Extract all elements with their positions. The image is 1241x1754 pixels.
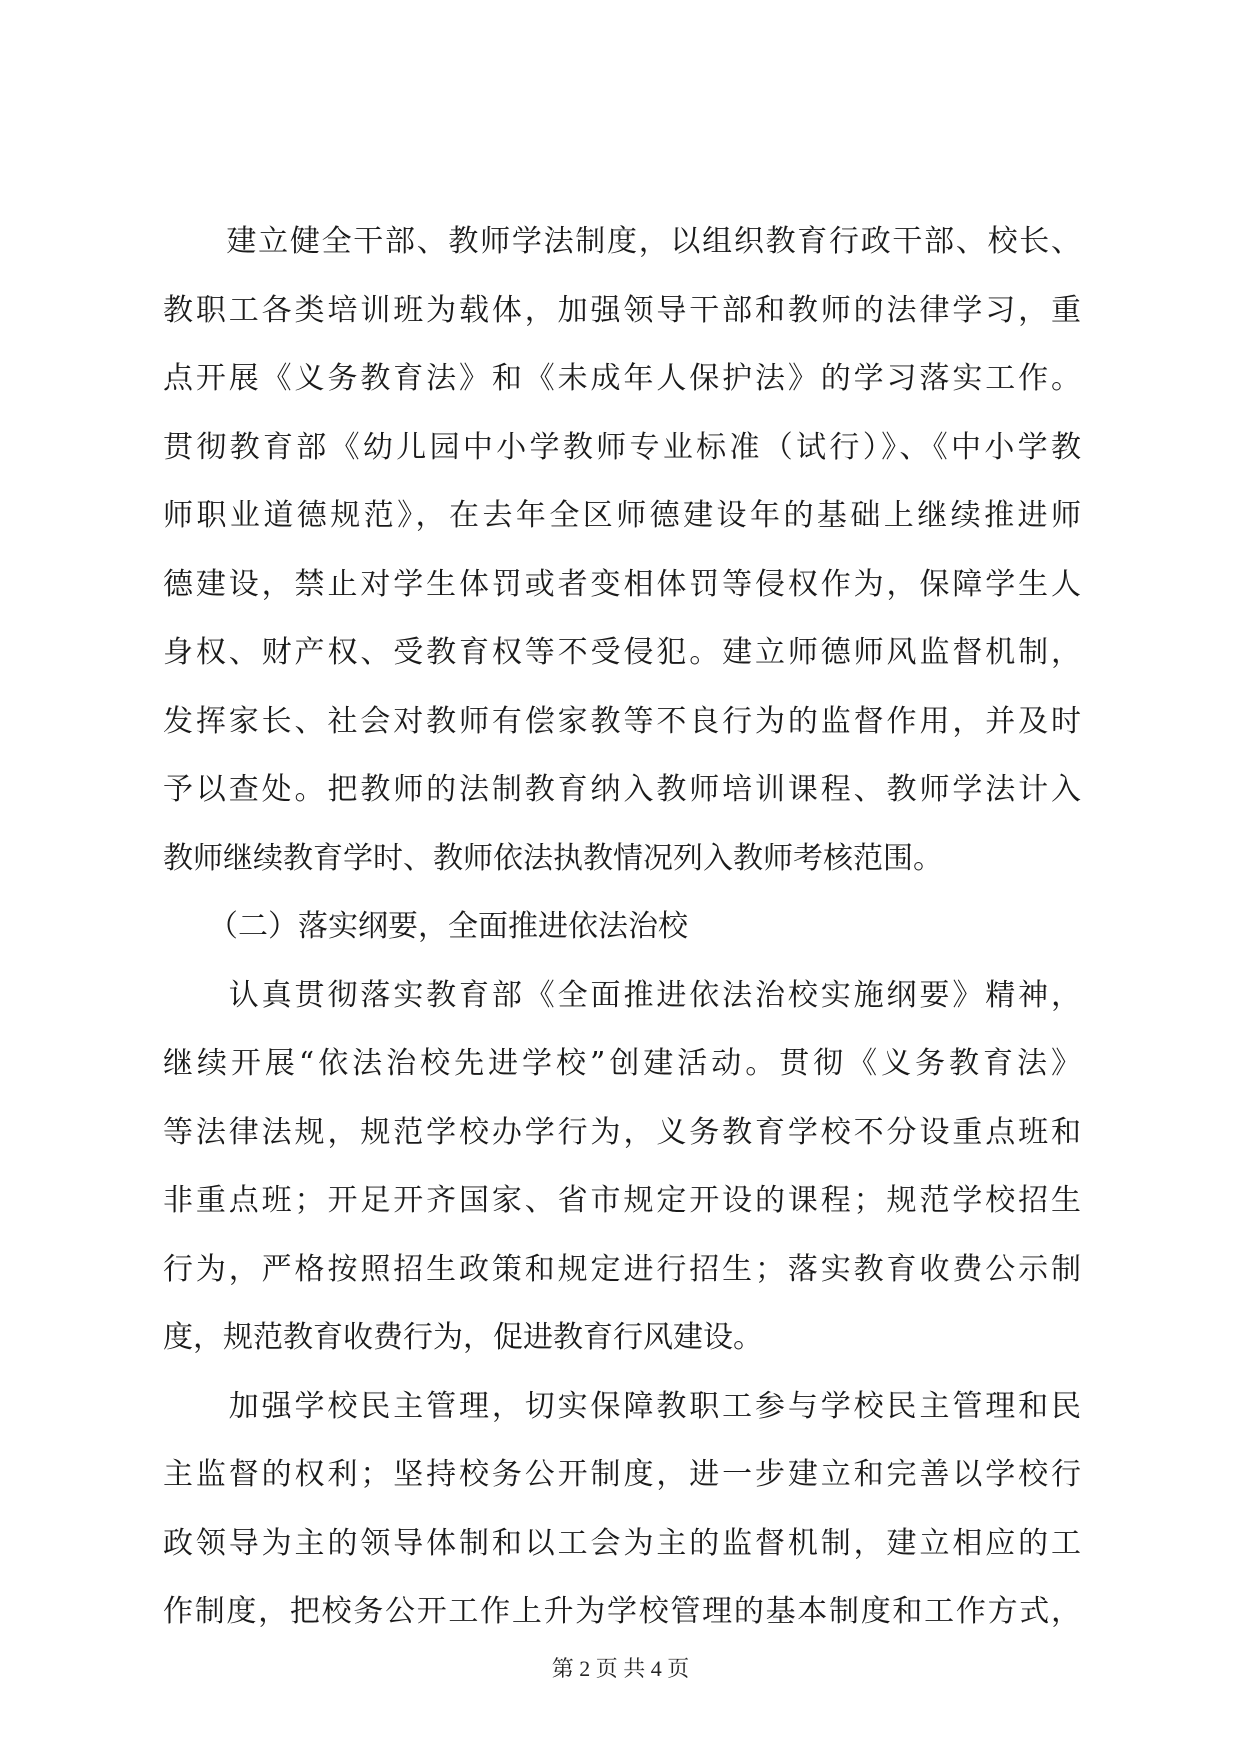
text-line-13: 继续开展“依法治校先进学校”创建活动。贯彻《义务教育法》	[163, 1046, 1081, 1081]
text-line-7: 身权、财产权、受教育权等不受侵犯。建立师德师风监督机制，	[163, 635, 1081, 670]
text-line-8: 发挥家长、社会对教师有偿家教等不良行为的监督作用，并及时	[163, 703, 1081, 739]
section-heading: （二）落实纲要，全面推进依法治校	[163, 909, 688, 944]
page-number-footer: 第 2 页 共 4 页	[551, 1656, 690, 1681]
text-line-9: 予以查处。把教师的法制教育纳入教师培训课程、教师学法计入	[163, 772, 1081, 807]
text-line-15: 非重点班；开足开齐国家、省市规定开设的课程；规范学校招生	[163, 1183, 1081, 1218]
text-line-16: 行为，严格按照招生政策和规定进行招生；落实教育收费公示制	[163, 1251, 1081, 1287]
text-line-5: 师职业道德规范》，在去年全区师德建设年的基础上继续推进师	[163, 498, 1081, 533]
text-line-17: 度，规范教育收费行为，促进教育行风建设。	[163, 1320, 763, 1355]
text-line-10: 教师继续教育学时、教师依法执教情况列入教师考核范围。	[163, 840, 943, 876]
text-line-12: 认真贯彻落实教育部《全面推进依法治校实施纲要》精神，	[163, 977, 1081, 1013]
text-line-4: 贯彻教育部《幼儿园中小学教师专业标准（试行）》、《中小学教	[163, 429, 1081, 465]
text-line-19: 主监督的权利；坚持校务公开制度，进一步建立和完善以学校行	[163, 1457, 1081, 1492]
text-line-18: 加强学校民主管理，切实保障教职工参与学校民主管理和民	[163, 1388, 1081, 1424]
text-line-21: 作制度，把校务公开工作上升为学校管理的基本制度和工作方式，	[163, 1594, 1081, 1629]
text-line-1: 建立健全干部、教师学法制度，以组织教育行政干部、校长、	[163, 224, 1081, 259]
document-body	[163, 222, 1081, 1661]
text-line-20: 政领导为主的领导体制和以工会为主的监督机制，建立相应的工	[163, 1525, 1081, 1561]
text-line-6: 德建设，禁止对学生体罚或者变相体罚等侵权作为，保障学生人	[163, 566, 1081, 602]
text-line-3: 点开展《义务教育法》和《未成年人保护法》的学习落实工作。	[163, 361, 1081, 396]
text-line-2: 教职工各类培训班为载体，加强领导干部和教师的法律学习，重	[163, 292, 1081, 328]
text-line-14: 等法律法规，规范学校办学行为，义务教育学校不分设重点班和	[163, 1114, 1081, 1150]
